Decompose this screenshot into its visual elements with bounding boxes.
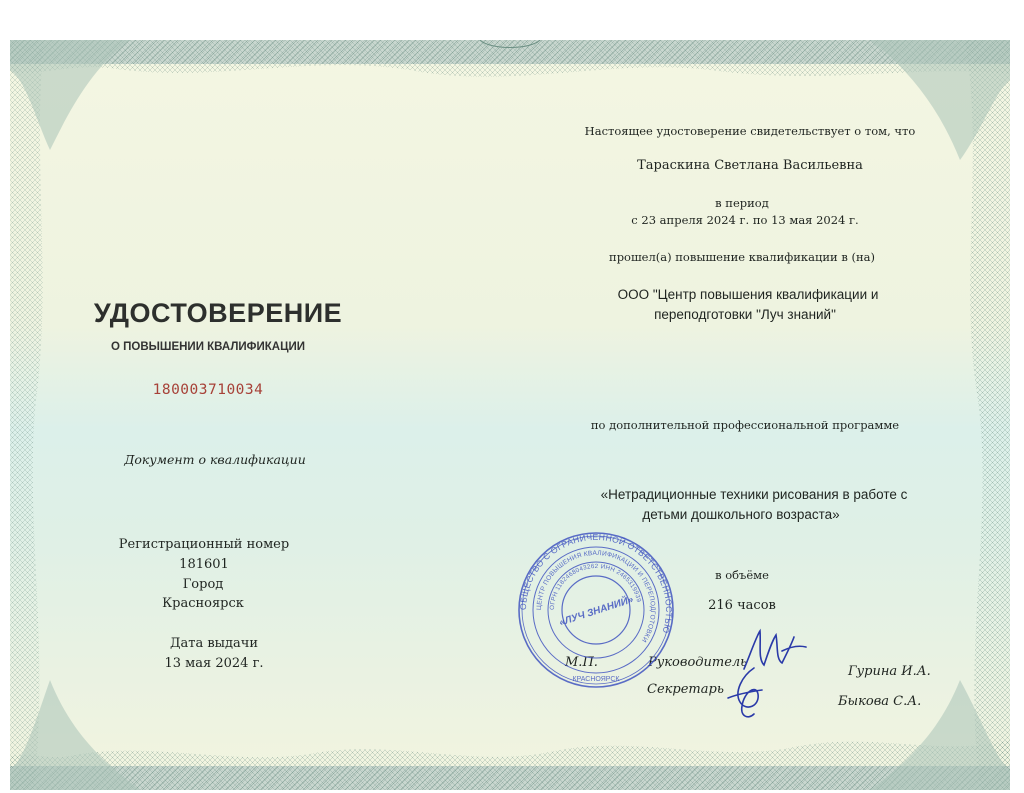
completion-text: прошел(а) повышение квалификации в (на) xyxy=(609,250,875,264)
period-label: в период xyxy=(715,196,769,210)
organization-line2: переподготовки "Луч знаний" xyxy=(654,307,836,322)
organization-line1: ООО "Центр повышения квалификации и xyxy=(617,287,879,302)
document-title: УДОСТОВЕРЕНИЕ xyxy=(93,298,343,328)
document-subtitle: О ПОВЫШЕНИИ КВАЛИФИКАЦИИ xyxy=(110,341,306,353)
organization-stamp xyxy=(516,530,676,690)
registration-label: Регистрационный номер xyxy=(118,537,290,552)
stamp-center-text: «ЛУЧ ЗНАНИЙ» xyxy=(558,594,635,629)
secretary-name: Быкова С.А. xyxy=(838,694,922,709)
seal-place-label: М.П. xyxy=(565,655,598,670)
city: Красноярск xyxy=(162,596,244,611)
issue-date-label: Дата выдачи xyxy=(169,636,259,651)
head-signature-label: Руководитель xyxy=(648,655,748,670)
volume-label: в объёме xyxy=(715,568,769,582)
program-title-line1: «Нетрадиционные техники рисования в работе с xyxy=(600,487,908,502)
registration-number: 181601 xyxy=(179,557,229,572)
city-label: Город xyxy=(182,577,224,592)
stamp-middle-text: ЦЕНТР ПОВЫШЕНИЯ КВАЛИФИКАЦИИ И ПЕРЕПОДГОТОВКИ xyxy=(535,549,657,644)
head-name: Гурина И.А. xyxy=(848,664,931,679)
secretary-signature-label: Секретарь xyxy=(647,682,724,697)
intro-text: Настоящее удостоверение свидетельствует о том, что xyxy=(584,124,916,138)
issue-date: 13 мая 2024 г. xyxy=(164,656,264,671)
stamp-city-text: КРАСНОЯРСК xyxy=(572,676,620,683)
secretary-signature xyxy=(718,662,778,722)
program-label: по дополнительной профессиональной программе xyxy=(590,418,900,432)
document-type: Документ о квалификации xyxy=(124,452,306,467)
certificate-number: 180003710034 xyxy=(152,382,264,398)
period-dates: с 23 апреля 2024 г. по 13 мая 2024 г. xyxy=(631,213,859,227)
stamp-outer-text: ОБЩЕСТВО С ОГРАНИЧЕННОЙ ОТВЕТСТВЕННОСТЬЮ xyxy=(517,531,675,635)
certificate-sheet xyxy=(10,40,1010,790)
holder-name: Тараскина Светлана Васильевна xyxy=(637,158,863,173)
volume-hours: 216 часов xyxy=(708,598,776,613)
program-title-line2: детьми дошкольного возраста» xyxy=(642,507,840,522)
stamp-inner-text: ОГРН 1182468043262 ИНН 2465319939 xyxy=(548,562,643,611)
